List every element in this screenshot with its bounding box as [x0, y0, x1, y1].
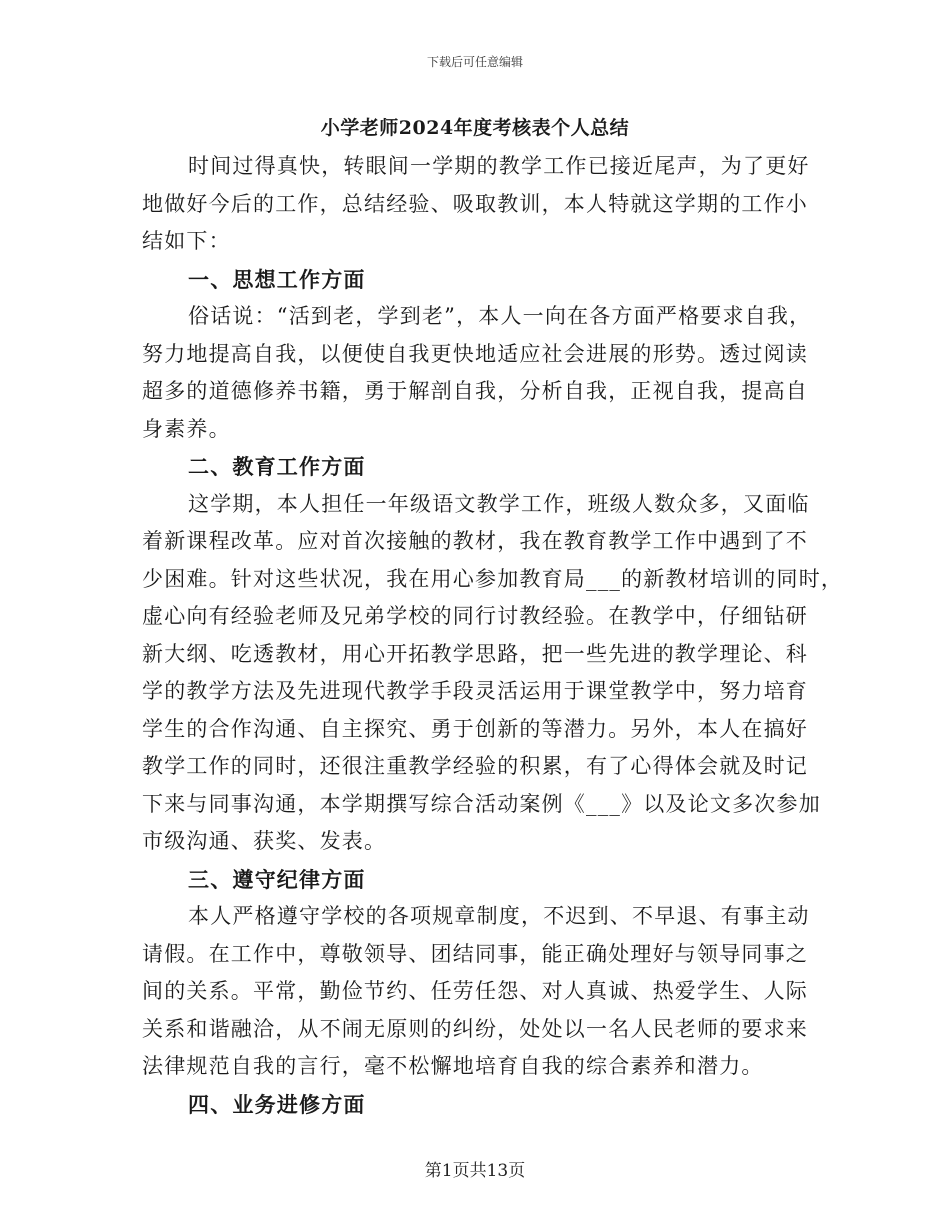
body-line: 新大纲、吃透教材，用心开拓教学思路，把一些先进的教学理论、科 — [142, 641, 808, 666]
body-line: 请假。在工作中，尊敬领导、团结同事，能正确处理好与领导同事之 — [142, 941, 808, 966]
page-footer: 第1页共13页 — [424, 1161, 526, 1181]
body-line: 少困难。针对这些状况，我在用心参加教育局___的新教材培训的同时， — [142, 566, 844, 591]
document-body — [142, 148, 844, 1123]
body-line: 本人严格遵守学校的各项规章制度，不迟到、不早退、有事主动 — [188, 904, 810, 928]
section-heading: 四、业务进修方面 — [188, 1091, 366, 1117]
body-line: 关系和谐融洽，从不闹无原则的纠纷，处处以一名人民老师的要求来 — [142, 1016, 808, 1041]
body-line: 这学期，本人担任一年级语文教学工作，班级人数众多，又面临 — [188, 491, 810, 516]
body-line: 虚心向有经验老师及兄弟学校的同行讨教经验。在教学中，仔细钻研 — [142, 604, 808, 628]
section-heading: 二、教育工作方面 — [188, 454, 366, 479]
body-line: 教学工作的同时，还很注重教学经验的积累，有了心得体会就及时记 — [142, 754, 808, 778]
body-line: 地做好今后的工作，总结经验、吸取教训，本人特就这学期的工作小 — [142, 191, 808, 216]
body-line: 市级沟通、获奖、发表。 — [142, 829, 387, 853]
body-line: 超多的道德修养书籍，勇于解剖自我，分析自我，正视自我，提高自 — [142, 379, 808, 403]
body-line: 着新课程改革。应对首次接触的教材，我在教育教学工作中遇到了不 — [142, 529, 808, 553]
body-line: 俗话说：“活到老，学到老”，本人一向在各方面严格要求自我， — [188, 304, 812, 328]
section-heading: 三、遵守纪律方面 — [188, 866, 366, 892]
body-line: 结如下： — [142, 229, 231, 253]
document-title: 小学老师2024年度考核表个人总结 — [320, 117, 630, 139]
body-line: 时间过得真快，转眼间一学期的教学工作已接近尾声，为了更好 — [188, 154, 810, 178]
body-line: 学生的合作沟通、自主探究、勇于创新的等潜力。另外，本人在搞好 — [142, 716, 808, 741]
page-header: 下载后可任意编辑 — [426, 55, 523, 69]
body-line: 身素养。 — [142, 416, 231, 441]
body-line: 努力地提高自我，以便使自我更快地适应社会进展的形势。透过阅读 — [142, 341, 808, 366]
body-line: 下来与同事沟通，本学期撰写综合活动案例《___》以及论文多次参加 — [142, 791, 821, 816]
body-line: 间的关系。平常，勤俭节约、任劳任怨、对人真诚、热爱学生、人际 — [142, 979, 808, 1003]
body-line: 法律规范自我的言行，毫不松懈地培育自我的综合素养和潜力。 — [142, 1054, 764, 1078]
section-heading: 一、思想工作方面 — [188, 266, 366, 292]
body-line: 学的教学方法及先进现代教学手段灵活运用于课堂教学中，努力培育 — [142, 679, 808, 703]
